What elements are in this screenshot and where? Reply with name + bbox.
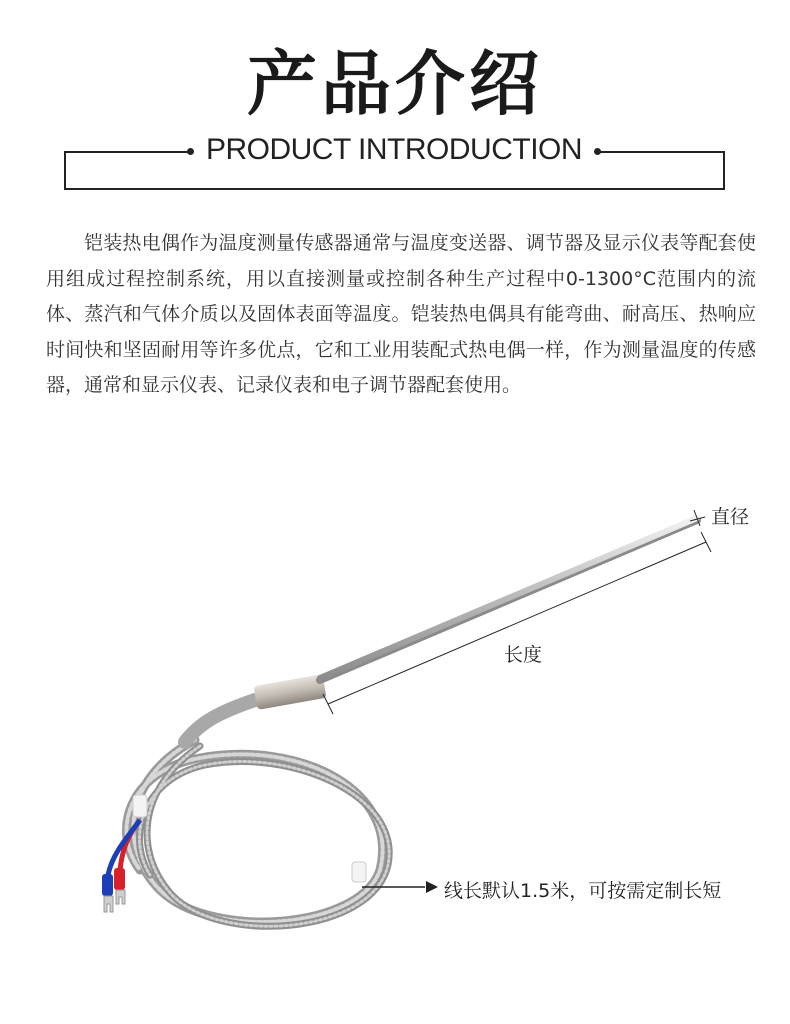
- blue-terminal: [102, 874, 113, 896]
- page-title: 产品介绍: [247, 43, 543, 125]
- subtitle-dot-left: [187, 148, 194, 155]
- cable-length-label: 线长默认1.5米，可按需定制长短: [444, 880, 722, 902]
- cable-arrow-head: [426, 881, 438, 893]
- thermocouple-image: [0, 490, 790, 1020]
- page-subtitle: PRODUCT INTRODUCTION: [205, 133, 583, 166]
- red-terminal: [114, 868, 125, 890]
- subtitle-dot-right: [594, 148, 601, 155]
- cable-tie-right: [352, 862, 366, 882]
- subtitle-rule-left: [64, 151, 188, 153]
- length-dimension-line: [328, 542, 706, 704]
- length-label: 长度: [504, 644, 543, 666]
- braided-cable: [127, 740, 390, 926]
- product-illustration: [0, 490, 790, 1020]
- intro-paragraph: 铠装热电偶作为温度测量传感器通常与温度变送器、调节器及显示仪表等配套使用组成过程控制系统，用以直接测量或控制各种生产过程中0-1300°C范围内的流体、蒸汽和气体介质以及固体表面等温度。铠装热电偶具有能弯曲、耐高压、热响应时间快和坚固耐用等许多优点，它和工业用装配式热电偶一样，作为测量温度的传感器，通常和显示仪表、记录仪表和电子调节器配套使用。: [46, 232, 756, 396]
- cable-tie-left: [133, 795, 147, 817]
- diameter-label: 直径: [711, 506, 750, 528]
- transition-bend: [185, 700, 255, 742]
- transition-sleeve: [253, 674, 326, 710]
- subtitle-rule-right: [600, 151, 725, 153]
